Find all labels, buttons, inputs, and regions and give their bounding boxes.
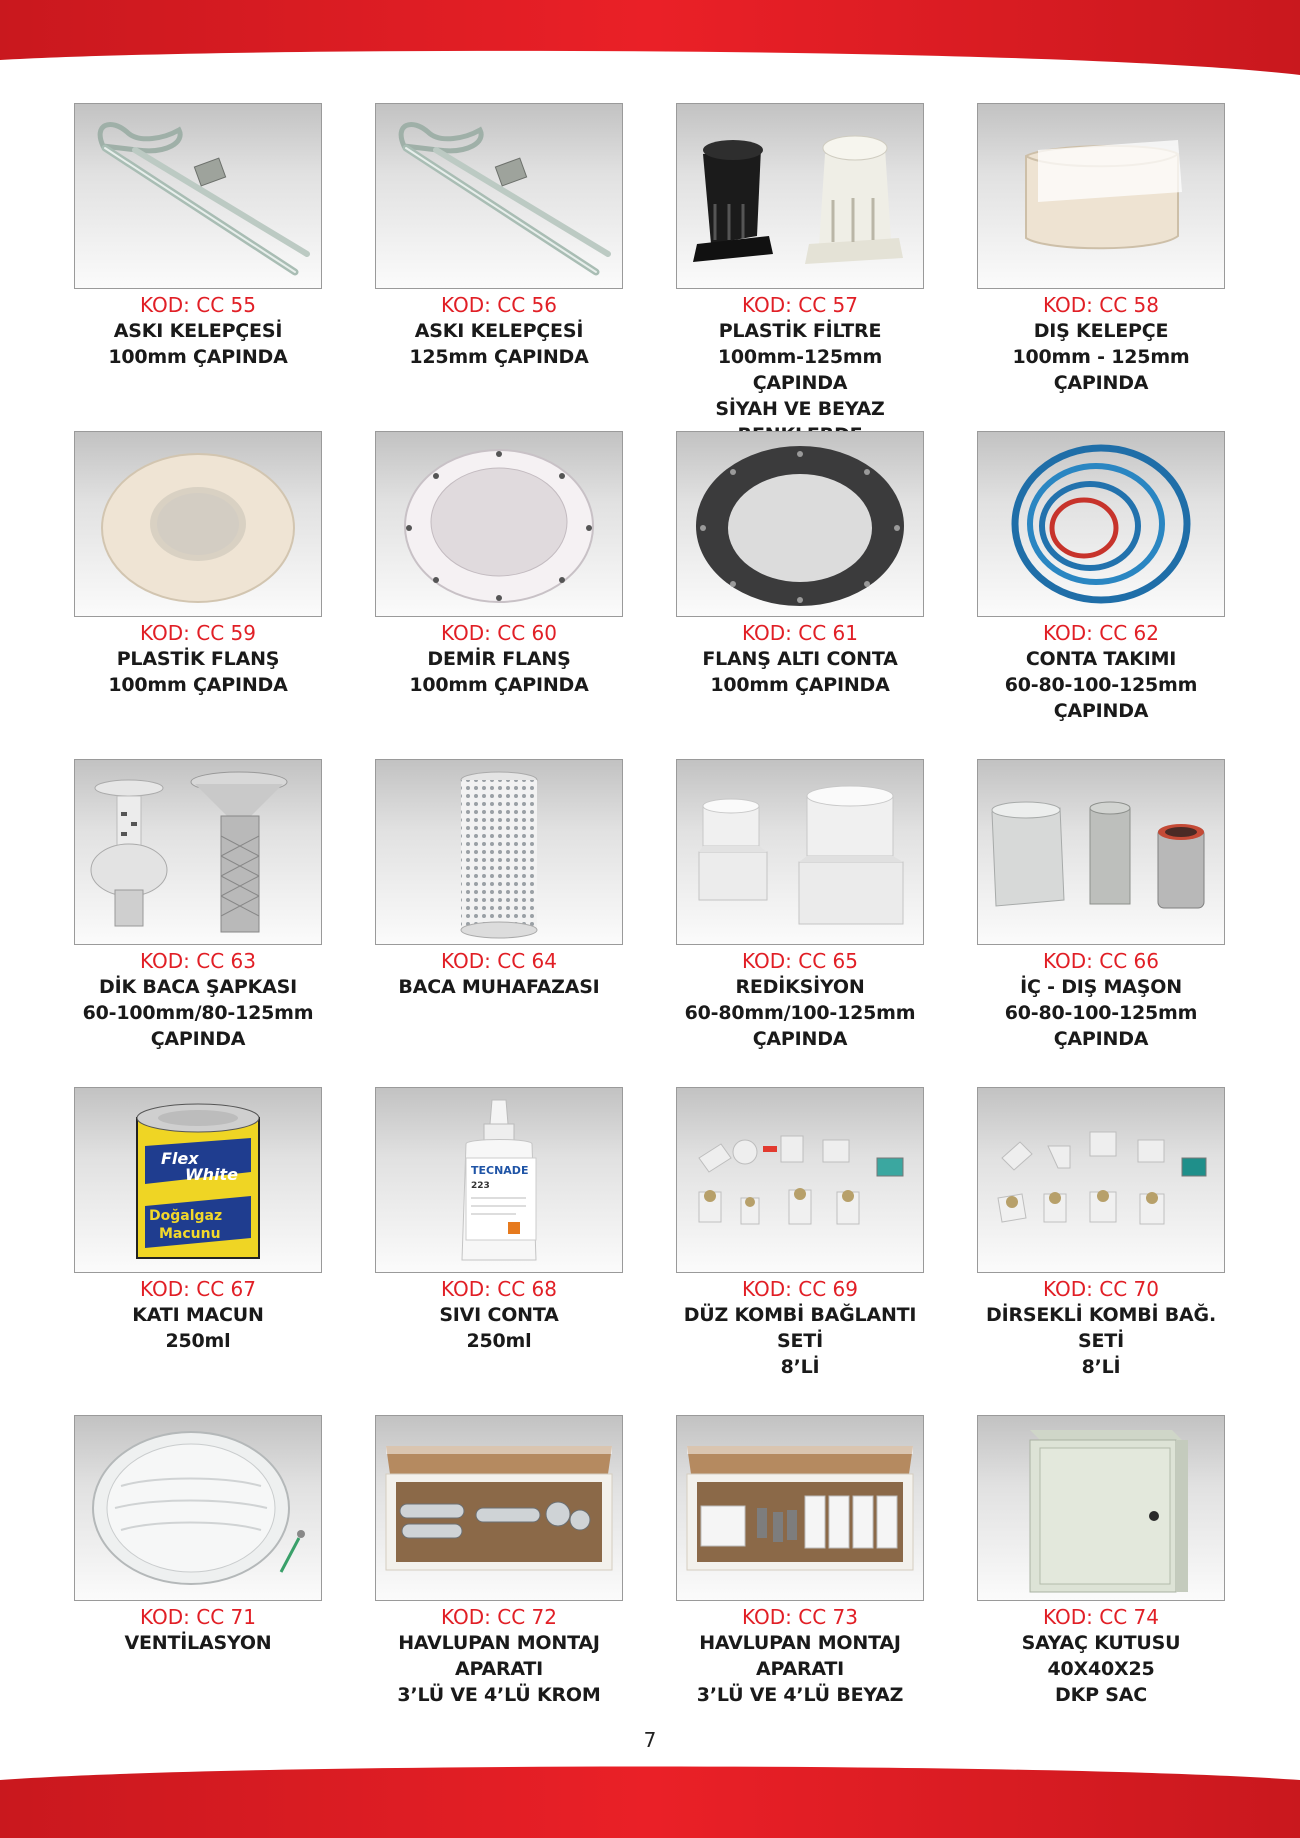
product-code: KOD: CC 55 — [140, 293, 256, 317]
white-mount-kit-photo — [677, 1416, 923, 1600]
outer-clamp-photo — [978, 104, 1224, 288]
product-description: VENTİLASYON — [124, 1632, 272, 1654]
product-card — [977, 1415, 1225, 1708]
product-card — [375, 103, 623, 370]
chrome-mount-kit-photo — [376, 1416, 622, 1600]
product-card — [74, 759, 322, 1052]
hanger-clamp-photo — [376, 104, 622, 288]
sleeve-photo — [978, 760, 1224, 944]
product-photo-frame — [74, 759, 322, 945]
elbow-fittings-photo — [978, 1088, 1224, 1272]
product-photo-frame — [375, 759, 623, 945]
product-photo-frame — [977, 1415, 1225, 1601]
ventilation-grille-photo — [75, 1416, 321, 1600]
product-code: KOD: CC 71 — [140, 1605, 256, 1629]
product-photo-frame — [676, 759, 924, 945]
product-code: KOD: CC 65 — [742, 949, 858, 973]
product-card — [676, 431, 924, 698]
product-code: KOD: CC 66 — [1043, 949, 1159, 973]
product-code: KOD: CC 74 — [1043, 1605, 1159, 1629]
product-code: KOD: CC 69 — [742, 1277, 858, 1301]
product-photo-frame — [977, 1087, 1225, 1273]
product-description: BACA MUHAFAZASI — [398, 976, 600, 998]
page-number: 7 — [643, 1728, 657, 1752]
product-description: DIŞ KELEPÇE 100mm - 125mm ÇAPINDA — [1012, 320, 1190, 394]
putty-label-line1: Flex — [161, 1149, 199, 1168]
product-description: CONTA TAKIMI 60-80-100-125mm ÇAPINDA — [1004, 648, 1198, 722]
putty-label-line2: White — [185, 1165, 239, 1184]
bottle-brand: TECNADE — [471, 1164, 529, 1177]
product-card — [977, 103, 1225, 396]
product-code: KOD: CC 70 — [1043, 1277, 1159, 1301]
product-description: ASKI KELEPÇESİ 100mm ÇAPINDA — [108, 320, 288, 368]
meter-box-photo — [978, 1416, 1224, 1600]
product-code: KOD: CC 57 — [742, 293, 858, 317]
reducer-photo — [677, 760, 923, 944]
product-description: SIVI CONTA 250ml — [439, 1304, 559, 1352]
liquid-gasket-bottle-photo — [376, 1088, 622, 1272]
product-code: KOD: CC 59 — [140, 621, 256, 645]
product-description: KATI MACUN 250ml — [132, 1304, 264, 1352]
product-card — [74, 1415, 322, 1656]
product-photo-frame — [375, 431, 623, 617]
hanger-clamp-photo — [75, 104, 321, 288]
product-card — [74, 431, 322, 698]
product-description: DEMİR FLANŞ 100mm ÇAPINDA — [409, 648, 589, 696]
product-card — [977, 1087, 1225, 1380]
product-card — [375, 759, 623, 1000]
product-photo-frame — [676, 103, 924, 289]
boiler-fittings-photo — [677, 1088, 923, 1272]
putty-label-line3: Doğalgaz — [149, 1208, 223, 1224]
product-code: KOD: CC 72 — [441, 1605, 557, 1629]
product-description: PLASTİK FİLTRE 100mm-125mm ÇAPINDA SİYAH VE BEYAZ — [715, 320, 885, 420]
product-code: KOD: CC 73 — [742, 1605, 858, 1629]
product-photo-frame — [74, 431, 322, 617]
product-card — [676, 1415, 924, 1708]
product-code: KOD: CC 62 — [1043, 621, 1159, 645]
product-photo-frame — [977, 759, 1225, 945]
product-code: KOD: CC 63 — [140, 949, 256, 973]
product-photo-frame — [375, 103, 623, 289]
product-card — [977, 431, 1225, 724]
chimney-cap-photo — [75, 760, 321, 944]
product-code: KOD: CC 68 — [441, 1277, 557, 1301]
product-description: HAVLUPAN MONTAJ APARATI 3’LÜ VE 4’LÜ KROM — [397, 1632, 601, 1706]
product-code: KOD: CC 60 — [441, 621, 557, 645]
gasket-set-photo — [978, 432, 1224, 616]
chimney-guard-photo — [376, 760, 622, 944]
product-description: REDİKSİYON 60-80mm/100-125mm ÇAPINDA — [684, 976, 916, 1050]
product-description: ASKI KELEPÇESİ 125mm ÇAPINDA — [409, 320, 589, 368]
product-card — [74, 1087, 322, 1354]
product-code: KOD: CC 61 — [742, 621, 858, 645]
product-photo-frame — [74, 1415, 322, 1601]
putty-label-line4: Macunu — [159, 1226, 221, 1242]
product-code: KOD: CC 64 — [441, 949, 557, 973]
product-photo-frame — [375, 1087, 623, 1273]
product-description: PLASTİK FLANŞ 100mm ÇAPINDA — [108, 648, 288, 696]
product-photo-frame — [977, 431, 1225, 617]
product-description: İÇ - DIŞ MAŞON 60-80-100-125mm ÇAPINDA — [1004, 976, 1198, 1050]
product-photo-frame — [676, 431, 924, 617]
product-card — [375, 1415, 623, 1708]
product-code: KOD: CC 67 — [140, 1277, 256, 1301]
product-photo-frame — [74, 103, 322, 289]
product-code: KOD: CC 58 — [1043, 293, 1159, 317]
product-description: SAYAÇ KUTUSU 40X40X25 DKP SAC — [1021, 1632, 1181, 1706]
product-card — [74, 103, 322, 370]
putty-can-photo — [75, 1088, 321, 1272]
product-description: DİK BACA ŞAPKASI 60-100mm/80-125mm ÇAPINDA — [82, 976, 314, 1050]
product-card — [676, 1087, 924, 1380]
iron-flange-photo — [376, 432, 622, 616]
product-code: KOD: CC 56 — [441, 293, 557, 317]
product-photo-frame — [375, 1415, 623, 1601]
flange-gasket-photo — [677, 432, 923, 616]
plastic-flange-photo — [75, 432, 321, 616]
product-description: FLANŞ ALTI CONTA 100mm ÇAPINDA — [702, 648, 898, 696]
product-description: DİRSEKLİ KOMBİ BAĞ. SETİ 8’Lİ — [986, 1304, 1216, 1378]
bottom-red-band — [0, 1758, 1300, 1838]
product-card — [375, 1087, 623, 1354]
product-card — [676, 759, 924, 1052]
product-card — [375, 431, 623, 698]
product-photo-frame — [676, 1415, 924, 1601]
product-card — [977, 759, 1225, 1052]
plastic-filter-photo — [677, 104, 923, 288]
product-photo-frame — [676, 1087, 924, 1273]
product-photo-frame — [74, 1087, 322, 1273]
bottle-number: 223 — [471, 1181, 490, 1191]
product-description: HAVLUPAN MONTAJ APARATI 3’LÜ VE 4’LÜ BEYAZ — [696, 1632, 904, 1706]
product-description: DÜZ KOMBİ BAĞLANTI SETİ 8’Lİ — [683, 1304, 917, 1378]
product-card — [676, 103, 924, 448]
product-photo-frame — [977, 103, 1225, 289]
